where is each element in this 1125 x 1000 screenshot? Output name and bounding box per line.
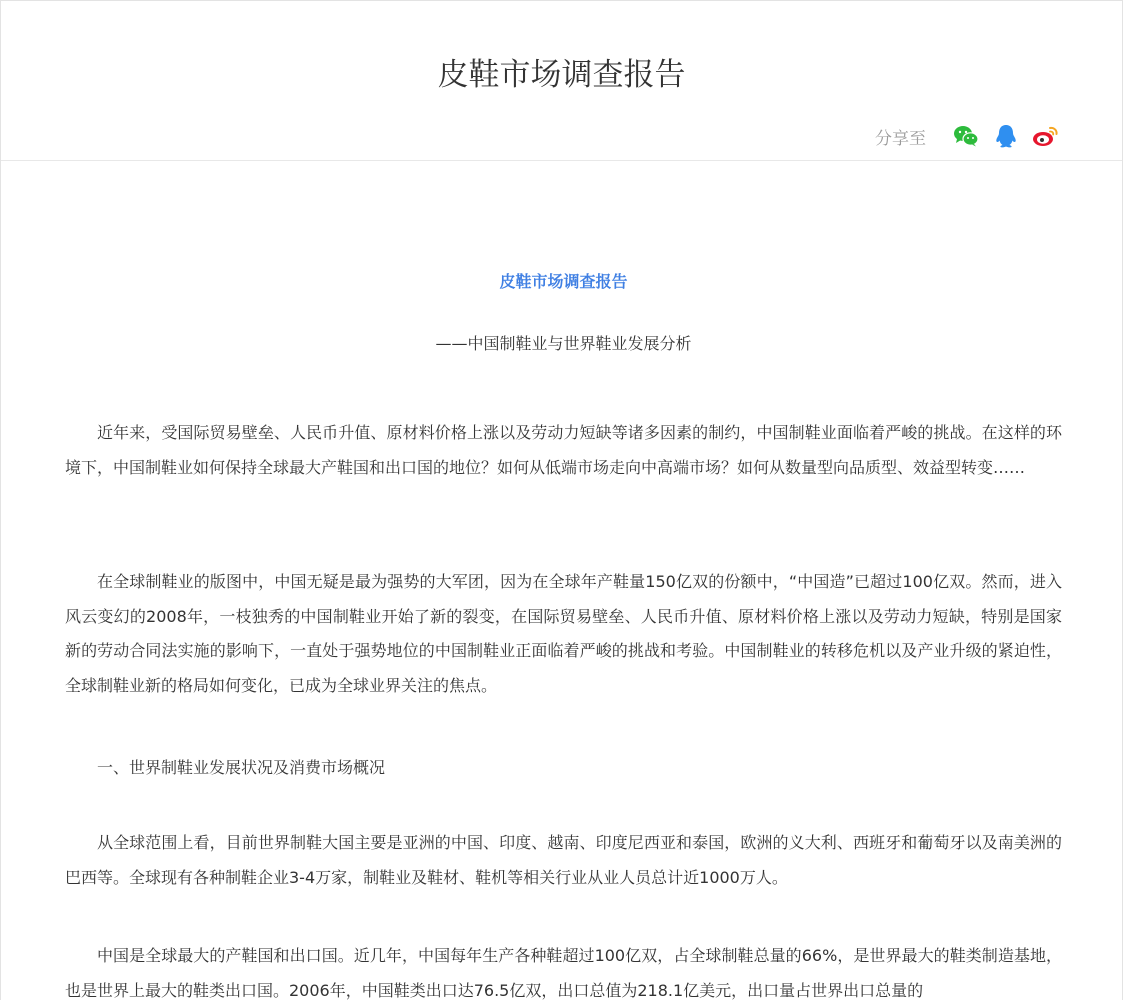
qq-icon[interactable] <box>992 122 1020 150</box>
paragraph: 从全球范围上看，目前世界制鞋大国主要是亚洲的中国、印度、越南、印度尼西亚和泰国，欧洲的义大利、西班牙和葡萄牙以及南美洲的巴西等。全球现有各种制鞋企业3-4万家，制鞋业及鞋材、鞋机等相关行业从业人员总计近1000万人。 <box>65 833 1062 887</box>
document-header <box>1 1 1122 161</box>
share-bar <box>875 121 1060 151</box>
weibo-icon[interactable] <box>1032 122 1060 150</box>
page-title: 皮鞋市场调查报告 <box>437 57 686 93</box>
wechat-icon[interactable] <box>952 122 980 150</box>
paragraph: 近年来，受国际贸易壁垒、人民币升值、原材料价格上涨以及劳动力短缺等诸多因素的制约，中国制鞋业面临着严峻的挑战。在这样的环境下，中国制鞋业如何保持全球最大产鞋国和出口国的地位？如何从低端市场走向中高端市场？如何从数量型向品质型、效益型转变…… <box>65 423 1062 477</box>
section-heading: 一、世界制鞋业发展状况及消费市场概况 <box>97 758 386 777</box>
paragraph: 在全球制鞋业的版图中，中国无疑是最为强势的大军团，因为在全球年产鞋量150亿双的份额中，“中国造”已超过100亿双。然而，进入风云变幻的2008年，一枝独秀的中国制鞋业开始了新的裂变，在国际贸易壁垒、人民币升值、原材料价格上涨以及劳动力短缺，特别是国家新的劳动合同法实施的影响下，一直处于强势地位的中国制鞋业正面临着严峻的挑战和考验。中国制鞋业的转移危机以及产业升级的紧迫性，全球制鞋业新的格局如何变化，已成为全球业界关注的焦点。 <box>65 572 1062 695</box>
share-label: 分享至 <box>875 128 926 149</box>
article-subtitle: ——中国制鞋业与世界鞋业发展分析 <box>435 334 692 353</box>
paragraph: 中国是全球最大的产鞋国和出口国。近几年，中国每年生产各种鞋超过100亿双，占全球制鞋总量的66%，是世界最大的鞋类制造基地，也是世界上最大的鞋类出口国。2006年，中国鞋类出口达76.5亿双，出口总值为218.1亿美元，出口量占世界出口总量的 <box>65 946 1062 1000</box>
article-title: 皮鞋市场调查报告 <box>499 272 628 291</box>
